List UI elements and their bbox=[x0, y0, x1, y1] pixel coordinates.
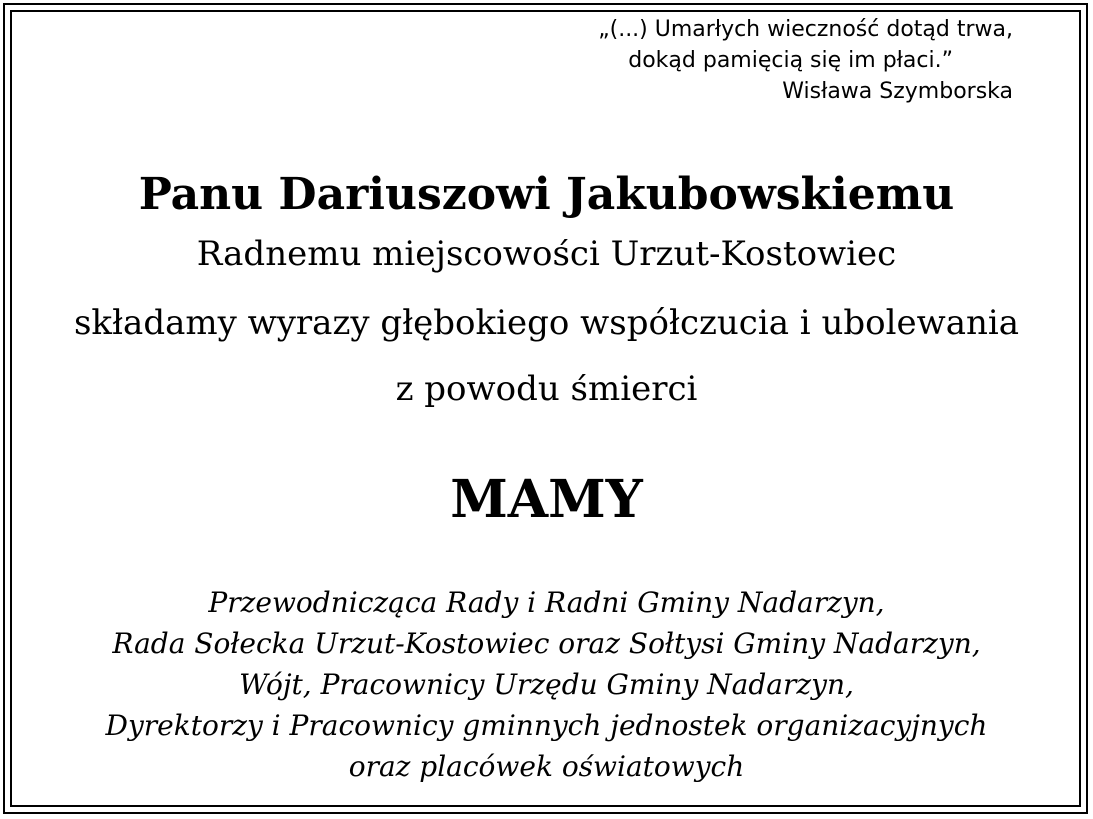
signatory-line: oraz placówek oświatowych bbox=[348, 750, 745, 783]
quote-line-1: „(...) Umarłych wieczność dotąd trwa, bbox=[598, 17, 1013, 42]
condolence-line-2: z powodu śmierci bbox=[395, 369, 698, 409]
condolence-line-1: składamy wyrazy głębokiego współczucia i ubolewania bbox=[73, 303, 1020, 343]
quote-author: Wisława Szymborska bbox=[782, 79, 1013, 104]
signatory-line: Rada Sołecka Urzut-Kostowiec oraz Sołtysi Gminy Nadarzyn, bbox=[112, 627, 981, 660]
signatories-block bbox=[0, 582, 1093, 787]
signatory-line: Przewodnicząca Rady i Radni Gminy Nadarzyn, bbox=[208, 586, 885, 619]
quote-line-2: dokąd pamięcią się im płaci.” bbox=[628, 48, 953, 73]
signatory-line: Dyrektorzy i Pracownicy gminnych jednostek organizacyjnych bbox=[105, 709, 988, 742]
recipient-name: Panu Dariuszowi Jakubowskiemu bbox=[138, 169, 955, 220]
recipient-title: Radnemu miejscowości Urzut-Kostowiec bbox=[196, 234, 897, 274]
signatory-line: Wójt, Pracownicy Urzędu Gminy Nadarzyn, bbox=[239, 668, 854, 701]
epigraph-quote bbox=[598, 14, 1013, 107]
deceased-relation: MAMY bbox=[450, 469, 643, 530]
